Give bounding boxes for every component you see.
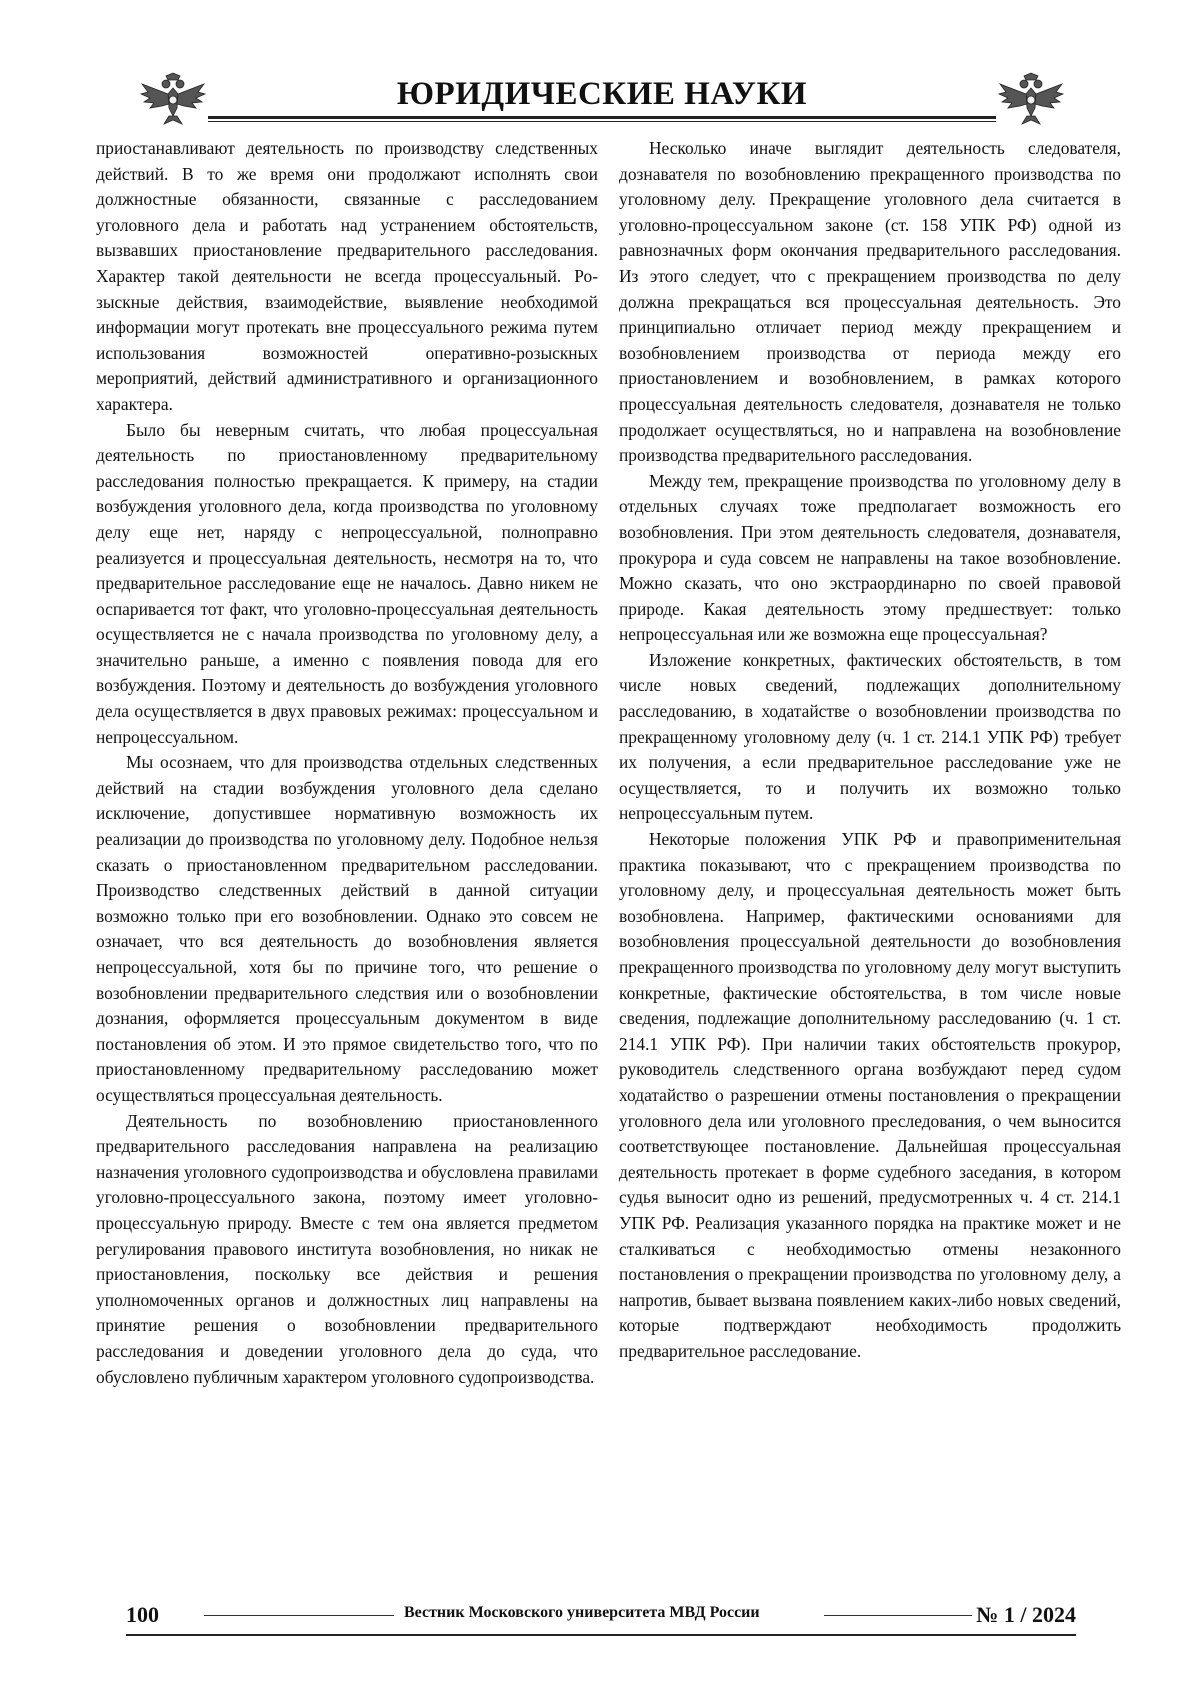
paragraph: Деятельность по возобновлению приостановленного предварительного расследования направлена на реализацию назначения уголовного судопроизводства и обусловлена правилами уголовно-процессуального закона, поэтому имеет уголовно-процессуальную природу. Вместе с тем она является предметом регулирования правового института возобновления, но никак не приостановления, поскольку все действия и решения уполномоченных органов и должностных лиц направлены на принятие решения о возобновлении предварительного расследования и доведении уголовного дела до суда, что обусловлено публичным характером уголовного судопроизводства. — [96, 1110, 598, 1387]
page-footer — [126, 1598, 1076, 1632]
paragraph: Изложение конкретных, фактических обстоятельств, в том числе новых сведений, подлежащих дополнительному расследованию, в ходатайстве о возобновлении производства по прекращенному уголовному делу (ч. 1 ст. 214.1 УПК РФ) требует их получения, а если предварительное расследование уже не осуществляется, то и получить их возможно только непроцессуальным путем. — [619, 649, 1121, 824]
right-column — [619, 136, 1121, 1365]
paragraph: Между тем, прекращение производства по уголовному делу в отдельных случаях тоже предполагает возможность его возобновления. При этом деятельность следователя, дознавателя, прокурора и суда совсем не направлены на такое возобновление. Можно сказать, что оно экстраординарно по своей правовой природе. Какая деятельность этому предшествует: только непроцессуальная или же возможна еще процессуальная? — [619, 470, 1121, 645]
paragraph: Несколько иначе выглядит деятельность следователя, дознавателя по возобновлению прекращенного производства по уголовному делу. Прекращение уголовного дела считается в уголовно-процессуальном законе (ст. 158 УПК РФ) одной из равнозначных форм окончания предварительного расследования. Из этого следует, что с прекращением производства по делу должна прекращаться вся процессуальная деятельность. Это принципиально отличает период между прекращением и возобновлением производства от периода между его приостановлением и возобновлением, в рамках которого процессуальная деятельность следователя, дознавателя не только продолжает осуществляться, но и направлена на возобновление производства предварительного расследования. — [619, 138, 1121, 466]
footer-bottom-rule — [126, 1634, 1076, 1636]
left-column — [96, 136, 598, 1390]
double-headed-eagle-emblem-icon — [996, 70, 1066, 128]
paragraph: Было бы неверным считать, что любая процессуальная деятельность по приостановленному предварительному расследования полностью прекращается. К примеру, на стадии возбуждения уголовного дела, когда производства по уголовному делу еще нет, наряду с непроцессуальной, полноправно реализуется и процессуальная деятельность, несмотря на то, что предварительное расследование еще не началось. Давно никем не оспаривается тот факт, что уголовно-процессуальная деятельность осуществляется не с начала производства по уголовному делу, а значительно раньше, а именно с появления повода для его возбуждения. Поэтому и деятельность до возбуждения уголовного дела осуществляется в двух правовых режимах: процессуальном и непроцессуальном. — [96, 419, 598, 747]
paragraph: Некоторые положения УПК РФ и правоприменительная практика показывают, что с прекращением производства по уголовному делу, и процессуальная деятельность может быть возобновлена. Например, фактическими основаниями для возобновления процессуальной деятельности до возобновления прекращенного производства по уголовному делу могут выступить конкретные, фактические обстоятельства, в том числе новые сведения, подлежащие дополнительному расследованию (ч. 1 ст. 214.1 УПК РФ). При наличии таких обстоятельств прокурор, руководитель следственного органа возбуждают перед судом ходатайство о разрешении отмены постановления о прекращении уголовного дела или уголовного преследования, о чем выносится соответствующее постановление. Дальнейшая процессуальная деятельность протекает в форме судебного заседания, в котором судья выносит одно из решений, предусмотренных ч. 4 ст. 214.1 УПК РФ. Реализация указанного порядка на практике может и не сталкиваться с необходимостью отмены незаконного постановления о прекращении производства по уголовному делу, а напротив, бывает вызвана появлением каких-либо новых сведений, которые подтверждают необходимость продолжить предварительное расследование. — [619, 829, 1121, 1361]
header-rule — [208, 116, 996, 119]
footer-rule-left — [204, 1615, 394, 1616]
paragraph: Мы осознаем, что для производства отдельных следственных действий на стадии возбуждения уголовного дела сделано исключение, допустившее нормативную возможность их реализации до производства по уголовному делу. Подобное нельзя сказать о приостановленном предварительном расследовании. Производство следственных действий в данной ситуации возможно только при его возобновлении. Однако это совсем не означает, что вся деятельность до возобновления является непроцессуальной, хотя бы по причине того, что решение о возобновлении предварительного следствия или о возобновлении дознания, оформляется процессуальным документом в виде постановления об этом. И это прямое свидетельство того, что по приостановленному предварительному расследованию может осуществляться процессуальная деятельность. — [96, 752, 598, 1105]
footer-rule-right — [824, 1615, 972, 1616]
page-title: ЮРИДИЧЕСКИЕ НАУКИ — [396, 76, 808, 112]
journal-name: Вестник Московского университета МВД России — [404, 1604, 760, 1621]
header-rule-thin — [208, 121, 996, 122]
page-number: 100 — [126, 1602, 159, 1627]
issue-number: № 1 / 2024 — [976, 1602, 1076, 1627]
double-headed-eagle-emblem-icon — [138, 70, 208, 128]
paragraph: приостанавливают деятельность по производству следственных действий. В то же время они продолжают исполнять свои должностные обязанности, связанные с расследованием уголовного дела и работать над устранением обстоятельств, вызвавших приостановление предварительного расследования. Характер такой деятельности не всегда процессуальный. Розыскные действия, взаимодействие, выявление необходимой информации могут протекать вне процессуального режима путем использования возможностей оперативно-розыскных мероприятий, действий административного и организационного характера. — [96, 138, 598, 414]
page-header — [138, 70, 1066, 128]
